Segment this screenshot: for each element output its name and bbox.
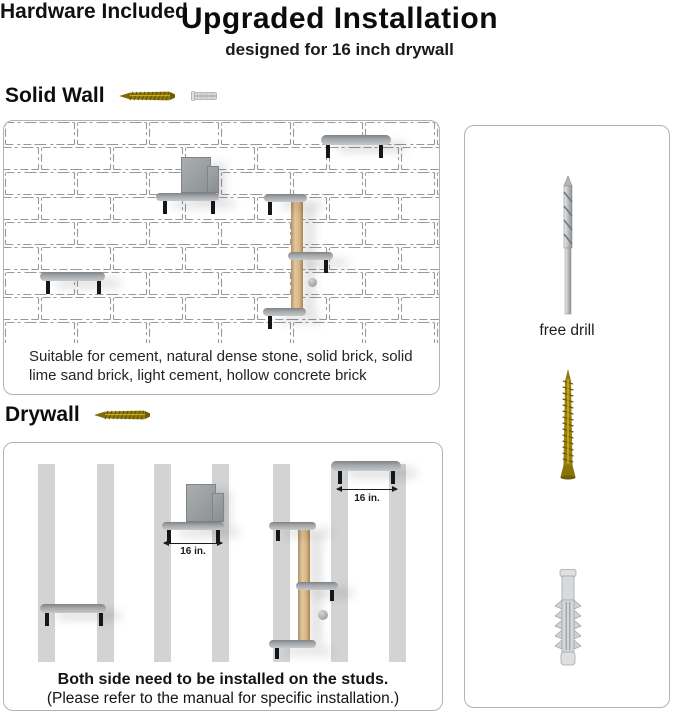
drywall-note-detail: (Please refer to the manual for specific installation.) (46, 690, 400, 708)
pole-step-top (269, 522, 316, 530)
mount-peg (163, 201, 167, 214)
drywall-header (5, 403, 152, 427)
mount-peg (268, 202, 272, 215)
gold-screw-icon (558, 369, 578, 491)
drill-label: free drill (539, 322, 595, 339)
mount-peg (338, 471, 342, 484)
brick-wall-pattern (4, 121, 440, 343)
stud-bar (154, 464, 171, 662)
cat-shelf (162, 522, 224, 530)
cat-shelf (40, 604, 106, 613)
solid-wall-caption: Suitable for cement, natural dense stone, solid brick, solid lime sand brick, light cement, hollow concrete brick (29, 348, 413, 385)
dimension-label: 16 in. (180, 546, 206, 557)
pole-step-bottom (269, 640, 316, 648)
mount-peg (275, 648, 279, 659)
mount-peg (391, 471, 395, 484)
mount-peg (276, 530, 280, 541)
pole-step-middle (296, 582, 338, 590)
drywall-note-bold: Both side need to be installed on the studs. (57, 671, 389, 688)
cat-shelf (321, 135, 391, 145)
cat-shelf (40, 272, 105, 281)
stud-bar (38, 464, 55, 662)
wall-anchor-icon (191, 90, 218, 102)
page-title: Upgraded Installation (180, 2, 499, 35)
screw-icon (119, 90, 177, 102)
dimension-label: 16 in. (354, 493, 380, 504)
mount-peg (326, 145, 330, 158)
stud-bar (273, 464, 290, 662)
mount-peg (97, 281, 101, 294)
drywall-panel (3, 442, 443, 711)
drill-bit-icon (560, 176, 576, 316)
dimension-line (337, 489, 397, 490)
page-subtitle: designed for 16 inch drywall (225, 40, 454, 59)
dimension-line (164, 543, 222, 544)
wall-anchor-icon (553, 569, 583, 667)
mount-peg (99, 613, 103, 626)
pole-step-top (264, 194, 307, 202)
mount-peg (46, 281, 50, 294)
solid-wall-panel (3, 120, 440, 395)
stud-bar (97, 464, 114, 662)
screw-icon (94, 409, 152, 421)
mount-peg (45, 613, 49, 626)
pole-step-middle (288, 252, 333, 260)
mount-peg (324, 260, 328, 273)
wall-knob (318, 610, 328, 620)
pole-step-bottom (263, 308, 306, 316)
cat-shelf (156, 193, 219, 201)
cat-cube-step (212, 493, 224, 522)
cat-shelf (331, 461, 401, 471)
mount-peg (211, 201, 215, 214)
drywall-note (4, 671, 442, 709)
solid-wall-heading: Solid Wall (5, 84, 105, 107)
mount-peg (330, 590, 334, 601)
drywall-heading: Drywall (5, 403, 80, 426)
cat-cube-step (207, 166, 219, 193)
solid-wall-header (5, 84, 218, 108)
wall-knob (308, 278, 317, 287)
hardware-heading: Hardware Included (0, 0, 188, 23)
hardware-panel (464, 125, 670, 708)
mount-peg (379, 145, 383, 158)
mount-peg (268, 316, 272, 329)
